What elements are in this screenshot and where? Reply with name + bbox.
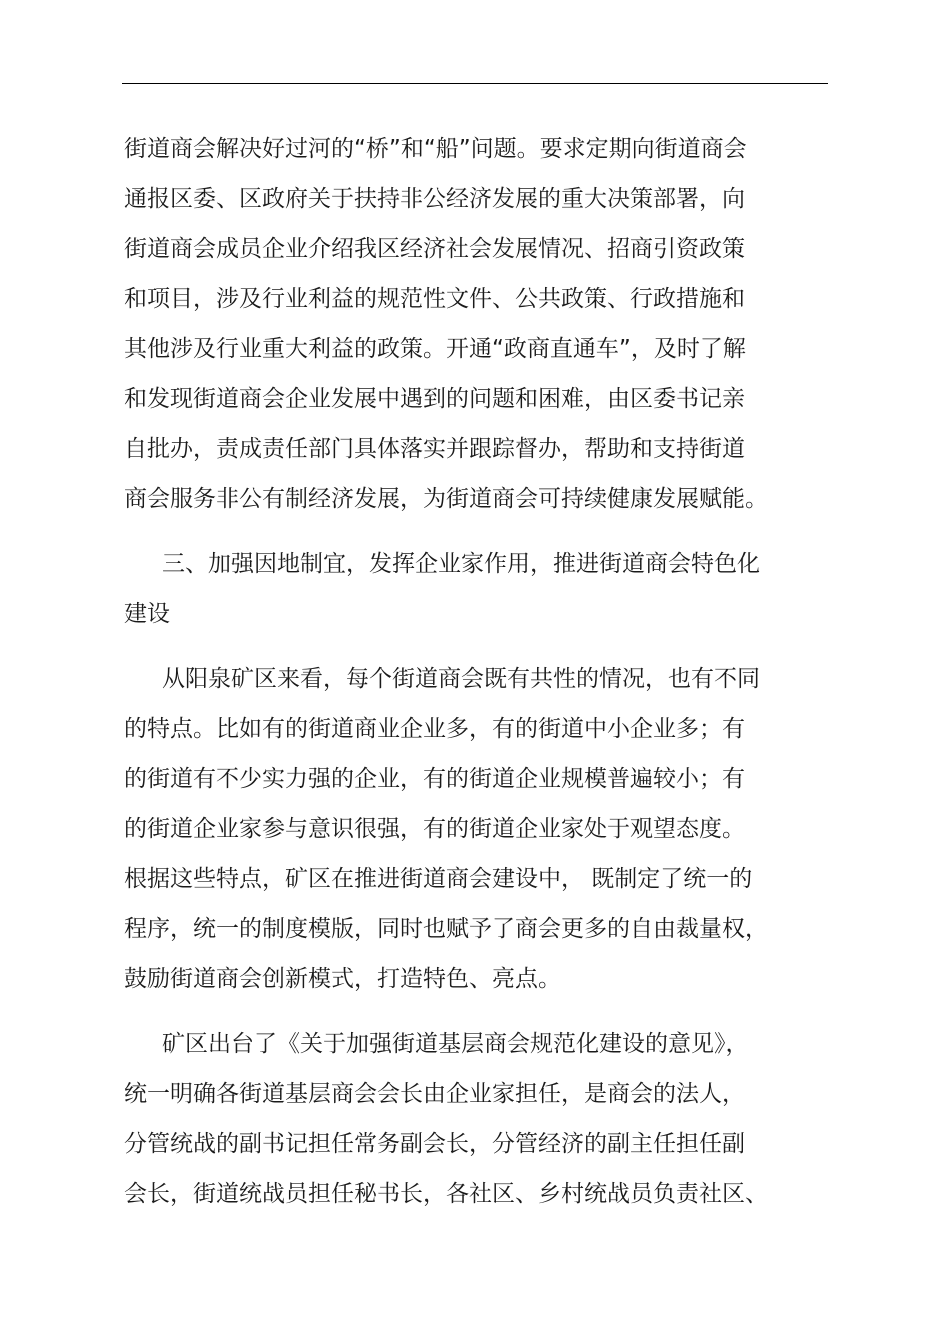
heading-line: 三、加强因地制宜，发挥企业家作用，推进街道商会特色化 xyxy=(162,551,760,577)
paragraph-gap xyxy=(124,524,864,539)
text-line: 的街道企业家参与意识很强，有的街道企业家处于观望态度。 xyxy=(124,816,745,842)
text-line: 会长，街道统战员担任秘书长，各社区、乡村统战员负责社区、 xyxy=(124,1181,768,1207)
heading-line: 建设 xyxy=(124,601,170,627)
text-line: 通报区委、区政府关于扶持非公经济发展的重大决策部署，向 xyxy=(124,186,745,212)
text-line: 其他涉及行业重大利益的政策。开通“政商直通车”，及时了解 xyxy=(124,336,746,362)
document-body xyxy=(124,124,864,1219)
text-line: 根据这些特点，矿区在推进街道商会建设中， 既制定了统一的 xyxy=(124,866,753,892)
text-line: 统一明确各街道基层商会会长由企业家担任，是商会的法人， xyxy=(124,1081,745,1107)
text-line: 分管统战的副书记担任常务副会长，分管经济的副主任担任副 xyxy=(124,1131,745,1157)
paragraph-2 xyxy=(124,654,864,1004)
section-heading xyxy=(124,539,864,639)
paragraph-3 xyxy=(124,1019,864,1219)
text-line: 街道商会成员企业介绍我区经济社会发展情况、招商引资政策 xyxy=(124,236,745,262)
text-line: 程序，统一的制度模版，同时也赋予了商会更多的自由裁量权， xyxy=(124,916,768,942)
header-rule xyxy=(122,83,828,84)
text-line: 自批办，责成责任部门具体落实并跟踪督办，帮助和支持街道 xyxy=(124,436,745,462)
text-line: 从阳泉矿区来看，每个街道商会既有共性的情况，也有不同 xyxy=(162,666,760,692)
text-line: 矿区出台了《关于加强街道基层商会规范化建设的意见》， xyxy=(162,1031,749,1057)
text-line: 鼓励街道商会创新模式，打造特色、亮点。 xyxy=(124,966,561,992)
text-line: 的特点。比如有的街道商业企业多，有的街道中小企业多；有 xyxy=(124,716,745,742)
text-line: 街道商会解决好过河的“桥”和“船”问题。要求定期向街道商会 xyxy=(124,136,747,162)
paragraph-gap xyxy=(124,1004,864,1019)
text-line: 和发现街道商会企业发展中遇到的问题和困难，由区委书记亲 xyxy=(124,386,745,412)
text-line: 商会服务非公有制经济发展，为街道商会可持续健康发展赋能。 xyxy=(124,486,768,512)
paragraph-gap xyxy=(124,639,864,654)
text-line: 和项目，涉及行业利益的规范性文件、公共政策、行政措施和 xyxy=(124,286,745,312)
paragraph-1 xyxy=(124,124,864,524)
text-line: 的街道有不少实力强的企业，有的街道企业规模普遍较小；有 xyxy=(124,766,745,792)
